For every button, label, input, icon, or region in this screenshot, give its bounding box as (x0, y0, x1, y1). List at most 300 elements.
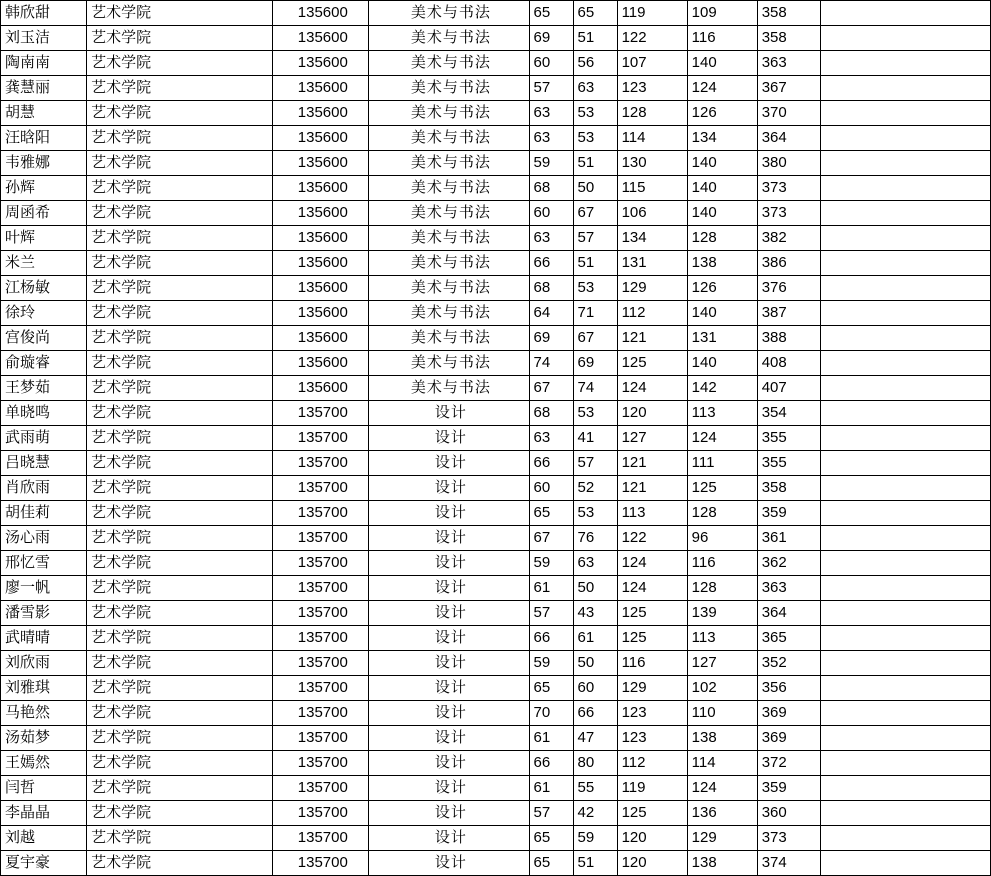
cell-score-3: 121 (617, 476, 687, 501)
cell-college: 艺术学院 (87, 526, 273, 551)
cell-score-3: 125 (617, 601, 687, 626)
cell-college: 艺术学院 (87, 201, 273, 226)
cell-score-2: 51 (573, 151, 617, 176)
cell-score-1: 65 (529, 1, 573, 26)
cell-major-code: 135700 (273, 776, 369, 801)
cell-total: 373 (757, 176, 820, 201)
cell-score-1: 70 (529, 701, 573, 726)
cell-total: 370 (757, 101, 820, 126)
cell-score-1: 57 (529, 601, 573, 626)
cell-score-3: 125 (617, 626, 687, 651)
cell-score-1: 68 (529, 176, 573, 201)
cell-score-4: 140 (687, 201, 757, 226)
cell-college: 艺术学院 (87, 776, 273, 801)
cell-score-3: 131 (617, 251, 687, 276)
cell-college: 艺术学院 (87, 701, 273, 726)
cell-college: 艺术学院 (87, 651, 273, 676)
cell-score-2: 50 (573, 176, 617, 201)
cell-college: 艺术学院 (87, 26, 273, 51)
cell-major-name: 设计 (369, 751, 529, 776)
cell-total: 407 (757, 376, 820, 401)
cell-total: 364 (757, 601, 820, 626)
cell-remark (820, 151, 990, 176)
cell-score-1: 60 (529, 476, 573, 501)
cell-major-name: 设计 (369, 726, 529, 751)
cell-score-1: 66 (529, 451, 573, 476)
cell-major-code: 135700 (273, 501, 369, 526)
table-row (1, 201, 991, 226)
cell-name: 李晶晶 (1, 801, 87, 826)
cell-score-2: 51 (573, 851, 617, 876)
cell-major-name: 设计 (369, 851, 529, 876)
cell-total: 361 (757, 526, 820, 551)
cell-name: 宫俊尚 (1, 326, 87, 351)
cell-total: 358 (757, 1, 820, 26)
cell-score-4: 142 (687, 376, 757, 401)
cell-score-4: 109 (687, 1, 757, 26)
cell-major-code: 135700 (273, 601, 369, 626)
cell-score-4: 124 (687, 776, 757, 801)
cell-score-3: 115 (617, 176, 687, 201)
cell-college: 艺术学院 (87, 376, 273, 401)
cell-major-code: 135700 (273, 576, 369, 601)
cell-remark (820, 601, 990, 626)
cell-major-name: 设计 (369, 676, 529, 701)
cell-major-name: 设计 (369, 651, 529, 676)
cell-remark (820, 126, 990, 151)
cell-remark (820, 101, 990, 126)
cell-college: 艺术学院 (87, 676, 273, 701)
cell-name: 潘雪影 (1, 601, 87, 626)
cell-score-1: 59 (529, 551, 573, 576)
cell-score-3: 124 (617, 376, 687, 401)
cell-major-code: 135700 (273, 726, 369, 751)
cell-score-3: 134 (617, 226, 687, 251)
cell-score-1: 67 (529, 376, 573, 401)
table-row (1, 476, 991, 501)
cell-total: 367 (757, 76, 820, 101)
cell-score-4: 126 (687, 276, 757, 301)
cell-remark (820, 451, 990, 476)
cell-major-name: 设计 (369, 451, 529, 476)
cell-score-1: 60 (529, 201, 573, 226)
cell-score-2: 53 (573, 401, 617, 426)
cell-name: 胡佳莉 (1, 501, 87, 526)
cell-score-3: 121 (617, 451, 687, 476)
cell-remark (820, 526, 990, 551)
cell-college: 艺术学院 (87, 626, 273, 651)
cell-college: 艺术学院 (87, 51, 273, 76)
table-row (1, 776, 991, 801)
cell-score-1: 69 (529, 326, 573, 351)
cell-total: 363 (757, 51, 820, 76)
table-row (1, 426, 991, 451)
cell-remark (820, 626, 990, 651)
cell-score-3: 112 (617, 301, 687, 326)
cell-major-code: 135600 (273, 326, 369, 351)
cell-remark (820, 426, 990, 451)
cell-remark (820, 176, 990, 201)
cell-total: 382 (757, 226, 820, 251)
cell-score-1: 65 (529, 676, 573, 701)
cell-major-code: 135700 (273, 526, 369, 551)
cell-score-1: 65 (529, 501, 573, 526)
cell-major-name: 设计 (369, 476, 529, 501)
cell-name: 龚慧丽 (1, 76, 87, 101)
cell-major-name: 设计 (369, 776, 529, 801)
cell-major-name: 设计 (369, 576, 529, 601)
cell-major-code: 135700 (273, 401, 369, 426)
cell-college: 艺术学院 (87, 101, 273, 126)
cell-major-name: 美术与书法 (369, 126, 529, 151)
cell-college: 艺术学院 (87, 501, 273, 526)
cell-major-name: 美术与书法 (369, 276, 529, 301)
cell-score-2: 74 (573, 376, 617, 401)
cell-major-code: 135700 (273, 801, 369, 826)
cell-score-4: 113 (687, 626, 757, 651)
cell-score-3: 122 (617, 26, 687, 51)
cell-remark (820, 676, 990, 701)
cell-name: 俞璇睿 (1, 351, 87, 376)
table-row (1, 76, 991, 101)
cell-score-4: 138 (687, 726, 757, 751)
cell-score-2: 53 (573, 126, 617, 151)
cell-name: 江杨敏 (1, 276, 87, 301)
cell-college: 艺术学院 (87, 76, 273, 101)
cell-score-4: 102 (687, 676, 757, 701)
cell-name: 武雨萌 (1, 426, 87, 451)
cell-major-code: 135600 (273, 151, 369, 176)
cell-score-4: 124 (687, 76, 757, 101)
cell-college: 艺术学院 (87, 351, 273, 376)
cell-total: 355 (757, 426, 820, 451)
cell-major-code: 135600 (273, 351, 369, 376)
cell-score-1: 67 (529, 526, 573, 551)
cell-major-name: 美术与书法 (369, 301, 529, 326)
cell-major-name: 设计 (369, 426, 529, 451)
cell-college: 艺术学院 (87, 1, 273, 26)
cell-total: 363 (757, 576, 820, 601)
table-row (1, 126, 991, 151)
cell-score-2: 76 (573, 526, 617, 551)
cell-score-2: 51 (573, 26, 617, 51)
cell-name: 闫哲 (1, 776, 87, 801)
cell-score-2: 60 (573, 676, 617, 701)
cell-score-4: 136 (687, 801, 757, 826)
cell-name: 王梦茹 (1, 376, 87, 401)
cell-score-4: 128 (687, 501, 757, 526)
cell-name: 陶南南 (1, 51, 87, 76)
table-row (1, 51, 991, 76)
cell-score-3: 120 (617, 826, 687, 851)
cell-total: 387 (757, 301, 820, 326)
table-row (1, 726, 991, 751)
cell-name: 王嫣然 (1, 751, 87, 776)
cell-score-1: 59 (529, 651, 573, 676)
cell-score-2: 50 (573, 651, 617, 676)
cell-score-3: 123 (617, 701, 687, 726)
cell-major-code: 135700 (273, 476, 369, 501)
cell-college: 艺术学院 (87, 751, 273, 776)
cell-major-name: 美术与书法 (369, 326, 529, 351)
cell-score-4: 114 (687, 751, 757, 776)
cell-major-name: 美术与书法 (369, 351, 529, 376)
cell-major-code: 135600 (273, 101, 369, 126)
cell-score-3: 114 (617, 126, 687, 151)
cell-score-3: 123 (617, 76, 687, 101)
table-row (1, 851, 991, 876)
cell-score-3: 119 (617, 1, 687, 26)
cell-name: 胡慧 (1, 101, 87, 126)
cell-major-name: 美术与书法 (369, 226, 529, 251)
cell-name: 刘玉洁 (1, 26, 87, 51)
cell-major-code: 135700 (273, 826, 369, 851)
cell-major-name: 美术与书法 (369, 51, 529, 76)
cell-major-code: 135600 (273, 251, 369, 276)
cell-major-code: 135600 (273, 1, 369, 26)
cell-name: 米兰 (1, 251, 87, 276)
table-row (1, 551, 991, 576)
cell-score-1: 65 (529, 851, 573, 876)
table-row (1, 451, 991, 476)
cell-remark (820, 501, 990, 526)
cell-score-3: 121 (617, 326, 687, 351)
cell-remark (820, 1, 990, 26)
table-row (1, 1, 991, 26)
cell-score-3: 116 (617, 651, 687, 676)
cell-remark (820, 576, 990, 601)
cell-score-2: 55 (573, 776, 617, 801)
table-row (1, 176, 991, 201)
cell-score-4: 111 (687, 451, 757, 476)
cell-total: 360 (757, 801, 820, 826)
cell-score-3: 127 (617, 426, 687, 451)
cell-score-4: 127 (687, 651, 757, 676)
cell-major-name: 设计 (369, 801, 529, 826)
cell-remark (820, 401, 990, 426)
cell-score-2: 50 (573, 576, 617, 601)
cell-score-4: 125 (687, 476, 757, 501)
cell-score-1: 63 (529, 126, 573, 151)
cell-score-4: 139 (687, 601, 757, 626)
cell-college: 艺术学院 (87, 276, 273, 301)
cell-score-4: 140 (687, 176, 757, 201)
cell-score-2: 53 (573, 501, 617, 526)
cell-score-3: 123 (617, 726, 687, 751)
cell-major-code: 135600 (273, 176, 369, 201)
cell-major-code: 135700 (273, 751, 369, 776)
table-row (1, 526, 991, 551)
cell-score-3: 106 (617, 201, 687, 226)
cell-major-name: 设计 (369, 626, 529, 651)
cell-major-name: 设计 (369, 826, 529, 851)
cell-score-1: 63 (529, 226, 573, 251)
cell-remark (820, 801, 990, 826)
cell-major-code: 135600 (273, 76, 369, 101)
cell-total: 374 (757, 851, 820, 876)
cell-score-1: 61 (529, 576, 573, 601)
cell-score-3: 124 (617, 576, 687, 601)
cell-college: 艺术学院 (87, 326, 273, 351)
cell-major-name: 设计 (369, 501, 529, 526)
cell-remark (820, 326, 990, 351)
cell-name: 肖欣雨 (1, 476, 87, 501)
cell-total: 359 (757, 776, 820, 801)
cell-score-2: 67 (573, 201, 617, 226)
cell-score-3: 128 (617, 101, 687, 126)
cell-college: 艺术学院 (87, 476, 273, 501)
cell-college: 艺术学院 (87, 301, 273, 326)
cell-major-code: 135700 (273, 626, 369, 651)
cell-college: 艺术学院 (87, 126, 273, 151)
cell-name: 单晓鸣 (1, 401, 87, 426)
cell-name: 武晴晴 (1, 626, 87, 651)
cell-name: 叶辉 (1, 226, 87, 251)
cell-major-name: 设计 (369, 701, 529, 726)
cell-score-2: 57 (573, 451, 617, 476)
cell-major-code: 135700 (273, 851, 369, 876)
table-row (1, 651, 991, 676)
cell-major-code: 135600 (273, 276, 369, 301)
cell-total: 373 (757, 826, 820, 851)
cell-total: 388 (757, 326, 820, 351)
cell-college: 艺术学院 (87, 601, 273, 626)
cell-score-3: 124 (617, 551, 687, 576)
cell-total: 386 (757, 251, 820, 276)
cell-name: 汤茹梦 (1, 726, 87, 751)
cell-name: 夏宇豪 (1, 851, 87, 876)
cell-major-name: 美术与书法 (369, 176, 529, 201)
cell-remark (820, 751, 990, 776)
cell-score-4: 128 (687, 226, 757, 251)
table-row (1, 801, 991, 826)
cell-major-name: 设计 (369, 526, 529, 551)
cell-total: 364 (757, 126, 820, 151)
cell-score-2: 41 (573, 426, 617, 451)
cell-total: 354 (757, 401, 820, 426)
cell-major-name: 设计 (369, 601, 529, 626)
cell-score-1: 59 (529, 151, 573, 176)
cell-score-1: 61 (529, 726, 573, 751)
cell-college: 艺术学院 (87, 176, 273, 201)
cell-college: 艺术学院 (87, 251, 273, 276)
cell-total: 372 (757, 751, 820, 776)
cell-score-1: 60 (529, 51, 573, 76)
cell-score-2: 66 (573, 701, 617, 726)
cell-score-2: 47 (573, 726, 617, 751)
cell-major-name: 美术与书法 (369, 151, 529, 176)
cell-major-code: 135600 (273, 301, 369, 326)
cell-college: 艺术学院 (87, 726, 273, 751)
cell-major-name: 美术与书法 (369, 376, 529, 401)
table-row (1, 826, 991, 851)
cell-college: 艺术学院 (87, 401, 273, 426)
cell-total: 369 (757, 701, 820, 726)
cell-college: 艺术学院 (87, 451, 273, 476)
cell-score-1: 66 (529, 251, 573, 276)
cell-score-1: 61 (529, 776, 573, 801)
cell-remark (820, 76, 990, 101)
cell-score-2: 80 (573, 751, 617, 776)
cell-score-3: 129 (617, 676, 687, 701)
cell-score-2: 51 (573, 251, 617, 276)
cell-score-4: 140 (687, 351, 757, 376)
cell-major-code: 135700 (273, 651, 369, 676)
cell-score-4: 131 (687, 326, 757, 351)
cell-score-1: 66 (529, 626, 573, 651)
cell-college: 艺术学院 (87, 426, 273, 451)
table-row (1, 226, 991, 251)
cell-major-code: 135600 (273, 26, 369, 51)
cell-score-1: 69 (529, 26, 573, 51)
cell-score-2: 63 (573, 551, 617, 576)
cell-total: 358 (757, 26, 820, 51)
cell-score-4: 126 (687, 101, 757, 126)
cell-score-1: 68 (529, 276, 573, 301)
cell-score-2: 67 (573, 326, 617, 351)
cell-score-3: 129 (617, 276, 687, 301)
table-row (1, 751, 991, 776)
table-row (1, 151, 991, 176)
cell-name: 刘越 (1, 826, 87, 851)
cell-total: 352 (757, 651, 820, 676)
cell-remark (820, 376, 990, 401)
cell-score-2: 52 (573, 476, 617, 501)
cell-remark (820, 551, 990, 576)
cell-score-3: 125 (617, 351, 687, 376)
cell-score-3: 130 (617, 151, 687, 176)
cell-score-2: 57 (573, 226, 617, 251)
cell-name: 吕晓慧 (1, 451, 87, 476)
cell-score-3: 119 (617, 776, 687, 801)
table-row (1, 376, 991, 401)
cell-score-2: 53 (573, 276, 617, 301)
cell-score-2: 53 (573, 101, 617, 126)
cell-college: 艺术学院 (87, 151, 273, 176)
cell-name: 廖一帆 (1, 576, 87, 601)
cell-remark (820, 776, 990, 801)
cell-remark (820, 51, 990, 76)
cell-score-2: 42 (573, 801, 617, 826)
cell-score-4: 129 (687, 826, 757, 851)
cell-score-2: 59 (573, 826, 617, 851)
table-row (1, 251, 991, 276)
cell-score-2: 65 (573, 1, 617, 26)
table-row (1, 626, 991, 651)
cell-major-code: 135600 (273, 126, 369, 151)
cell-score-3: 122 (617, 526, 687, 551)
cell-score-3: 120 (617, 851, 687, 876)
cell-score-4: 140 (687, 301, 757, 326)
table-row (1, 326, 991, 351)
cell-remark (820, 726, 990, 751)
cell-total: 359 (757, 501, 820, 526)
cell-major-code: 135700 (273, 451, 369, 476)
cell-name: 刘欣雨 (1, 651, 87, 676)
cell-remark (820, 301, 990, 326)
cell-remark (820, 476, 990, 501)
cell-major-code: 135700 (273, 551, 369, 576)
cell-score-4: 128 (687, 576, 757, 601)
table-row (1, 501, 991, 526)
cell-name: 马艳然 (1, 701, 87, 726)
cell-remark (820, 826, 990, 851)
cell-score-3: 125 (617, 801, 687, 826)
cell-total: 376 (757, 276, 820, 301)
cell-score-4: 140 (687, 151, 757, 176)
cell-remark (820, 226, 990, 251)
table-row (1, 276, 991, 301)
